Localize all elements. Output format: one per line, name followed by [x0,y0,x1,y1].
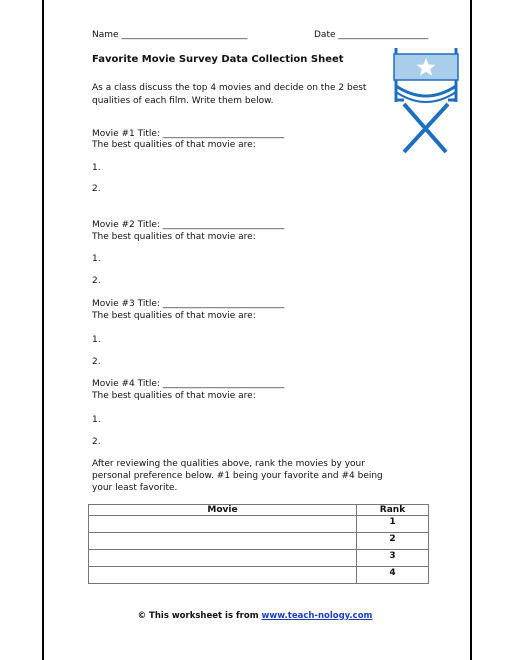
movie-4-qualities-label: The best qualities of that movie are: [92,391,256,401]
rank-column-header: Rank [357,505,429,516]
date-field-label: Date ____________________ [314,30,429,40]
table-row [89,533,429,550]
movie-4-quality-1: 1. [92,415,101,425]
movie-3-quality-1: 1. [92,335,101,345]
directors-chair-icon [384,42,470,156]
movie-column-header: Movie [89,505,357,516]
ranking-instructions: After reviewing the qualities above, rank the movies by your personal preference below. #1 being your favorite and #4 being your least favorite. [92,459,383,493]
page-title: Favorite Movie Survey Data Collection Sheet [92,54,344,65]
rank-cell: 3 [357,550,429,567]
movie-2-qualities-label: The best qualities of that movie are: [92,232,256,242]
movie-1-title-label: Movie #1 Title: ___________________________ [92,129,285,139]
rank-cell: 4 [357,567,429,584]
rank-cell: 1 [357,516,429,533]
movie-1-qualities-label: The best qualities of that movie are: [92,140,256,150]
movie-2-quality-2: 2. [92,276,101,286]
table-row [89,567,429,584]
ranking-table [88,504,429,584]
movie-3-quality-2: 2. [92,357,101,367]
footer-prefix: © This worksheet is from [137,611,262,621]
footer-link[interactable]: www.teach-nology.com [261,611,373,621]
movie-4-title-label: Movie #4 Title: ___________________________ [92,379,285,389]
name-field-label: Name ____________________________ [92,30,248,40]
intro-text: As a class discuss the top 4 movies and decide on the 2 best qualities of each film. Write them below. [92,83,367,106]
table-row [89,550,429,567]
movie-2-title-label: Movie #2 Title: ___________________________ [92,220,285,230]
footer-credit [0,611,510,621]
movie-4-quality-2: 2. [92,437,101,447]
movie-2-quality-1: 1. [92,254,101,264]
movie-1-quality-2: 2. [92,184,101,194]
page-border-right [470,0,472,660]
movie-cell[interactable] [89,567,357,584]
table-row [89,516,429,533]
rank-cell: 2 [357,533,429,550]
movie-3-title-label: Movie #3 Title: ___________________________ [92,299,285,309]
page-border-left [42,0,44,660]
movie-1-quality-1: 1. [92,163,101,173]
movie-cell[interactable] [89,516,357,533]
movie-cell[interactable] [89,550,357,567]
movie-3-qualities-label: The best qualities of that movie are: [92,311,256,321]
movie-cell[interactable] [89,533,357,550]
